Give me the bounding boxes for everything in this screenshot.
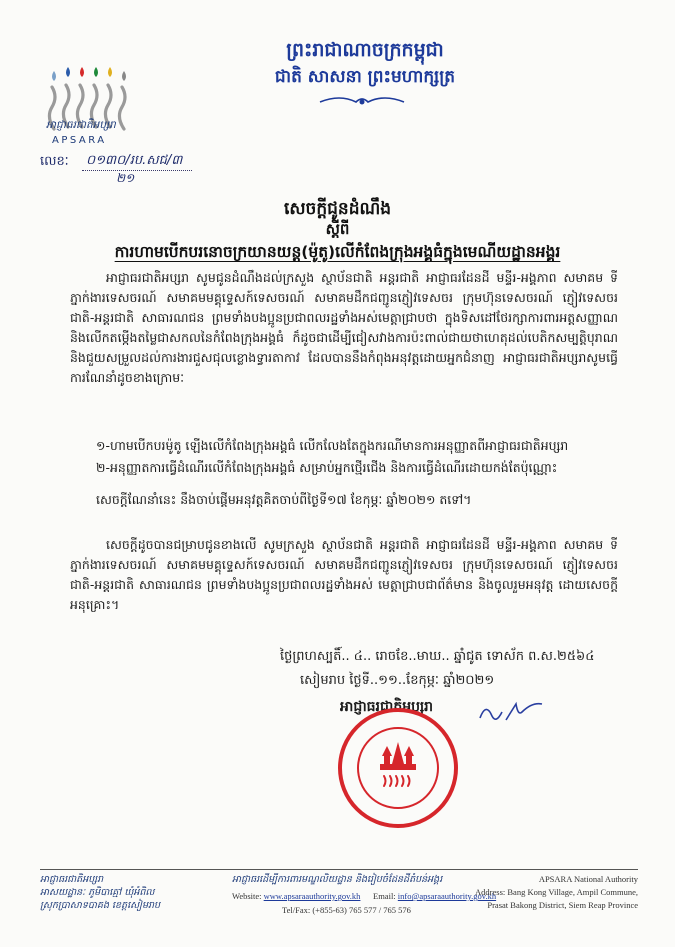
- reference-number: ០១៣០/រប.សជ/៣: [86, 153, 183, 168]
- email-label: Email:: [373, 891, 396, 901]
- reference-label: លេខៈ: [40, 154, 69, 169]
- footer-left-line-1: អាជ្ញាធរជាតិអប្សរា: [40, 874, 104, 885]
- footer-left-line-2: អាសយដ្ឋានៈ ភូមិបាគ្មៅ ឃុំអំពិល: [40, 887, 155, 898]
- reference-underline: [82, 170, 192, 171]
- lunar-date: ថ្ងៃព្រហស្បតិ៍.. ៤.. រោចខែ..មាឃ.. ឆ្នាំជូត ទោស័ក ព.ស.២៥៦៤: [280, 649, 595, 664]
- footer-website: [232, 891, 360, 901]
- footer-left-line-3: ស្រុកប្រាសាទបាគង ខេត្តសៀមរាប: [40, 900, 161, 911]
- reference-year: ២១: [116, 171, 135, 185]
- instruction-item-2: ២-អនុញ្ញាតការធ្វើដំណើរលើកំពែងក្រុងអង្គធំ សម្រាប់អ្នកថ្មើរជើង និងការធ្វើដំណើរដោយកង់តែប៉ុណ្ណោះ: [96, 460, 558, 475]
- footer-khmer-address: [40, 873, 160, 912]
- ornament-divider-icon: [318, 95, 406, 109]
- logo-name: អាជ្ញាធរជាតិអប្សរា: [46, 119, 116, 131]
- solar-date: សៀមរាប ថ្ងៃទី..១១..ខែកុម្ភៈ ឆ្នាំ២០២១: [300, 673, 495, 688]
- footer-right-line-2: Address: Bang Kong Village, Ampil Commune,: [475, 887, 638, 897]
- logo-sub: APSARA: [52, 135, 107, 146]
- body-paragraph-closing: សេចក្តីដូចបានជម្រាបជូនខាងលើ សូមក្រសួង ស្ថាប័នជាតិ អន្តរជាតិ អាជ្ញាធរដែនដី មន្ទីរ-អង្គភាព សមាគម ទីភ្នាក់ងារទេសចរណ៍ សមាគមមគ្គុទ្ទេសក៍ទេសចរណ៍ សមាគមដឹកជញ្ជូនភ្ញៀវទេសចរ ក្រុមហ៊ុនទេសចរណ៍ ភ្ញៀវទេសចរជាតិ-អន្តរជាតិ សាធារណជន ព្រមទាំងបងប្អូនប្រជាពលរដ្ឋទាំងអស់ មេត្តាជ្រាបជាព័ត៌មាន និងចូលរួមអនុវត្ត ដោយសេចក្តីអនុគ្រោះ។: [70, 537, 618, 612]
- footer-telephone: Tel/Fax: (+855-63) 765 577 / 765 576: [282, 905, 411, 915]
- notice-about: ស្តីពី: [325, 220, 350, 238]
- notice-title: សេចក្តីជូនដំណឹង: [283, 199, 392, 219]
- footer-authority-khmer: អាជ្ញាធរដើម្បីការពារមណ្ឌលិយដ្ឋាន និងរៀបចំដែនដីតំបន់អង្គរ: [232, 874, 443, 885]
- kingdom-motto: ជាតិ សាសនា ព្រះមហាក្សត្រ: [274, 67, 456, 87]
- footer-divider: [40, 869, 638, 870]
- instruction-item-1: ១-ហាមបើកបរម៉ូតូ ឡើងលើកំពែងក្រុងអង្គធំ លើកលែងតែក្នុងករណីមានការអនុញ្ញាតពីអាជ្ញាធរជាតិអប្សរា: [96, 438, 569, 453]
- email-link[interactable]: info@apsaraauthority.gov.kh: [397, 891, 497, 901]
- notice-subject: ការហាមបើកបរនោចក្រយានយន្ត(ម៉ូតូ)លើកំពែងក្រុងអង្គធំក្នុងមេណីយដ្ឋានអង្គរ: [114, 243, 561, 261]
- website-link[interactable]: www.apsaraauthority.gov.kh: [263, 891, 361, 901]
- kingdom-title: ព្រះរាជាណាចក្រកម្ពុជា: [286, 39, 444, 61]
- body-paragraph-intro: អាជ្ញាធរជាតិអប្សរា សូមជូនដំណឹងដល់ក្រសួង ស្ថាប័នជាតិ អន្តរជាតិ អាជ្ញាធរដែនដី មន្ទីរ-អង្គភាព សមាគម ទីភ្នាក់ងារទេសចរណ៍ សមាគមមគ្គុទ្ទេសក៍ទេសចរណ៍ សមាគមដឹកជញ្ជូនភ្ញៀវទេសចរ ក្រុមហ៊ុនទេសចរណ៍ ភ្ញៀវទេសចរជាតិ-អន្តរជាតិ សាធារណជន ព្រមទាំងបងប្អូនប្រជាពលរដ្ឋទាំងអស់មេត្តាជ្រាបថា ក្នុងទិសដៅថែរក្សាការពារអត្តសញ្ញាណ និងលើកតម្កើងតម្លៃជាសកលនៃកំពែងក្រុងអង្គធំ ក៏ដូចជាដើម្បីជៀសវាងការប៉ះពាល់ជាយថាហេតុដល់បេតិកសម្បត្តិបុរាណ និងជួយសម្រួលដល់ការងារជួសជុលខ្លោងទ្វារតាកាវ ដែលបាននឹងកំពុងអនុវត្តដោយអ្នកជំនាញ អាជ្ញាធរជាតិអប្សរាសូមធ្វើការណែនាំដូចខាងក្រោមៈ: [70, 270, 618, 385]
- website-label: Website:: [232, 891, 262, 901]
- footer-right-line-1: APSARA National Authority: [538, 874, 638, 884]
- body-paragraph-effective: សេចក្តីណែនាំនេះ នឹងចាប់ផ្តើមអនុវត្តគិតចាប់ពីថ្ងៃទី១៧ ខែកុម្ភៈ ឆ្នាំ២០២១ តទៅ។: [96, 492, 472, 507]
- signer-title: អាជ្ញាធរជាតិអប្សរា: [340, 699, 434, 715]
- footer-right-line-3: Prasat Bakong District, Siem Reap Province: [487, 900, 638, 910]
- signature-icon: [476, 700, 546, 724]
- official-seal-icon: [336, 706, 460, 830]
- footer-english-address: [460, 873, 638, 912]
